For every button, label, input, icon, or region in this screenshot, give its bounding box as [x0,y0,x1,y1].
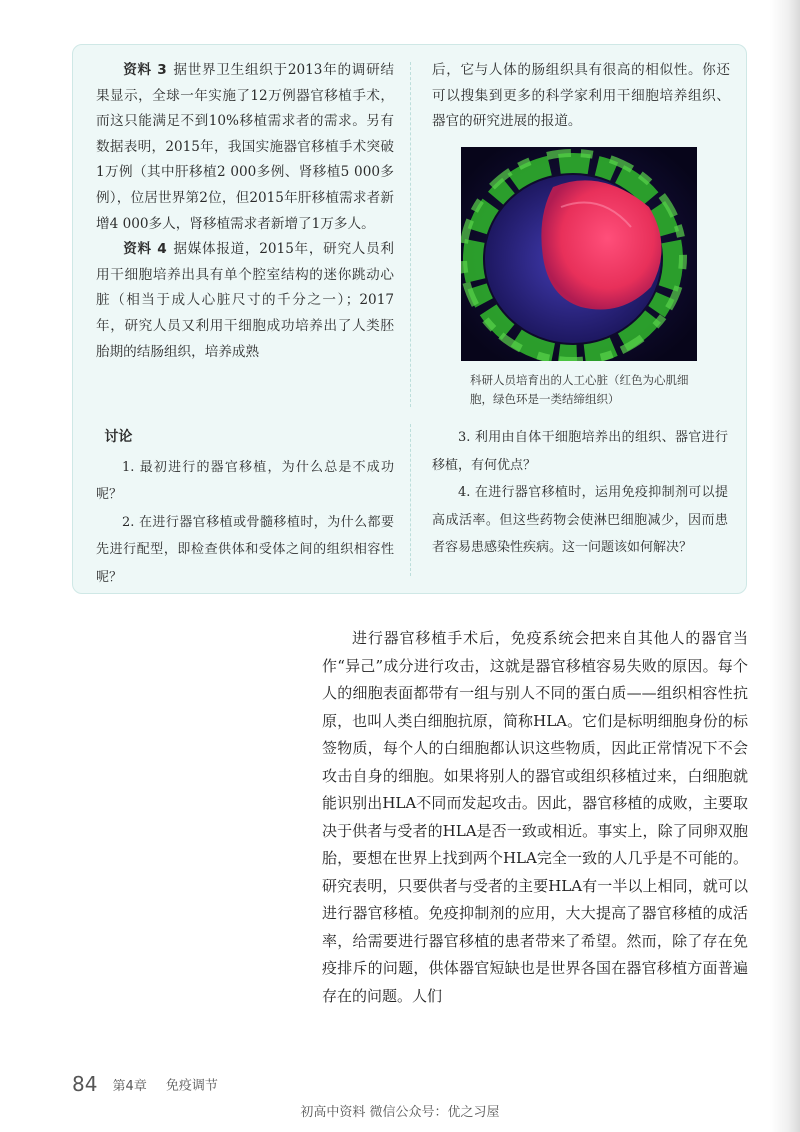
artificial-heart-illustration [461,147,697,361]
page-number: 84 [72,1072,98,1096]
resource-4-label: 资料 4 [123,241,167,258]
resource-column-right [432,58,730,135]
resource-4-continuation: 后，它与人体的肠组织具有很高的相似性。你还可以搜集到更多的科学家利用干细胞培养组织、器官的研究进展的报道。 [432,62,730,130]
page-edge-shadow [770,0,800,1132]
discussion-divider [410,424,411,576]
resource-3-text: 据世界卫生组织于2013年的调研结果显示，全球一年实施了12万例器官移植手术，而这只能满足不到10%移植需求者的需求。另有数据表明，2015年，我国实施器官移植手术突破1万例（其中肝移植2 000多例、肾移植5 000多例），位居世界第2位，但2015年肝移植需求者新增4 000多人，肾移植需求者新增了1万多人。 [96,62,394,232]
discussion-left [96,424,394,591]
resource-3 [96,58,394,237]
discussion-right [432,424,728,562]
main-body-text [322,625,748,1010]
discussion-question-3: 3. 利用由自体干细胞培养出的组织、器官进行移植，有何优点？ [432,430,728,473]
main-paragraph: 进行器官移植手术后，免疫系统会把来自其他人的器官当作“异己”成分进行攻击，这就是器官移植容易失败的原因。每个人的细胞表面都带有一组与别人不同的蛋白质——组织相容性抗原，也叫人类白细胞抗原，简称HLA。它们是标明细胞身份的标签物质，每个人的白细胞都认识这些物质，因此正常情况下不会攻击自身的细胞。如果将别人的器官或组织移植过来，白细胞就能识别出HLA不同而发起攻击。因此，器官移植的成败，主要取决于供者与受者的HLA是否一致或相近。事实上，除了同卵双胞胎，要想在世界上找到两个HLA完全一致的人几乎是不可能的。研究表明，只要供者与受者的主要HLA有一半以上相同，就可以进行器官移植。免疫抑制剂的应用，大大提高了器官移植的成活率，给需要进行器官移植的患者带来了希望。然而，除了存在免疫排斥的问题，供体器官短缺也是世界各国在器官移植方面普遍存在的问题。人们 [322,629,748,1005]
discussion-title: 讨论 [104,429,133,445]
resource-4-text: 据媒体报道，2015年，研究人员利用干细胞培养出具有单个腔室结构的迷你跳动心脏（相当于成人心脏尺寸的千分之一）；2017年，研究人员又利用干细胞成功培养出了人类胚胎期的结肠组织，培养成熟 [96,241,394,360]
discussion-question-4: 4. 在进行器官移植时，运用免疫抑制剂可以提高成活率。但这些药物会使淋巴细胞减少，因而患者容易患感染性疾病。这一问题该如何解决？ [432,485,728,555]
artificial-heart-image [461,147,697,361]
resource-4 [96,237,394,365]
column-divider [410,62,411,407]
section-label: 免疫调节 [165,1078,218,1094]
resource-3-label: 资料 3 [123,62,167,78]
figure-caption: 科研人员培育出的人工心脏（红色为心肌细胞，绿色环是一类结缔组织） [470,373,689,406]
chapter-label: 第4章 [112,1078,147,1094]
watermark-text: 初高中资料 微信公众号：优之习屋 [300,1105,500,1120]
resource-column-left [96,58,394,365]
discussion-question-2: 2. 在进行器官移植或骨髓移植时，为什么都要先进行配型，即检查供体和受体之间的组织相容性呢？ [96,514,394,585]
page-footer [72,1072,218,1096]
discussion-question-1: 1. 最初进行的器官移植，为什么总是不成功呢？ [96,459,394,502]
